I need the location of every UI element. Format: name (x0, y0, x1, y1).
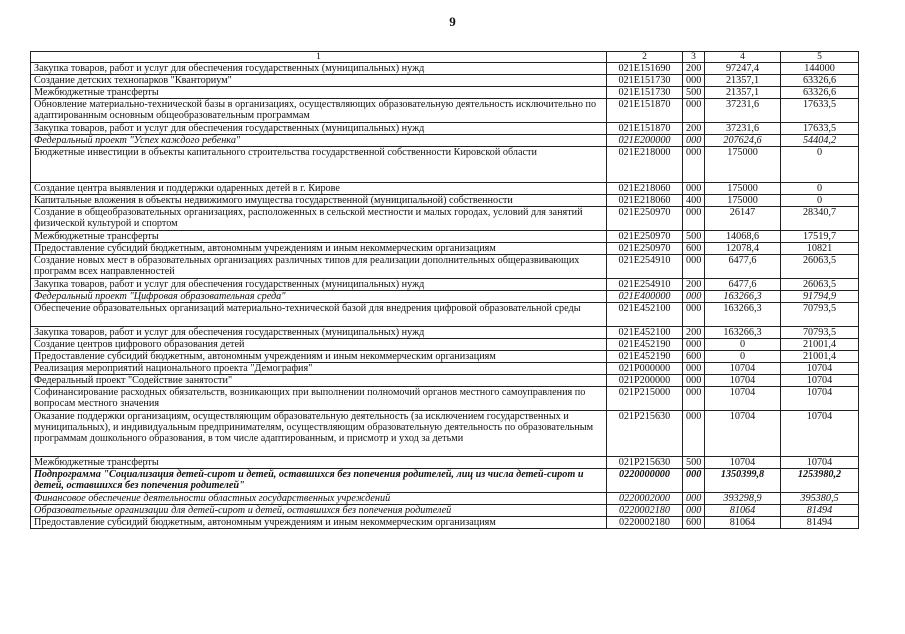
row-code-cell: 021E254910 (607, 279, 683, 291)
table-row (31, 517, 859, 529)
row-value-2020-cell: 395380,5 (781, 493, 859, 505)
row-type-cell: 000 (683, 75, 705, 87)
row-value-2020-cell: 10821 (781, 243, 859, 255)
row-value-2020-cell: 21001,4 (781, 339, 859, 351)
row-value-2020-cell: 28340,7 (781, 207, 859, 231)
row-code-cell: 0220002000 (607, 493, 683, 505)
row-name-cell: Межбюджетные трансферты (31, 87, 607, 99)
table-row (31, 183, 859, 195)
row-value-2019-cell: 14068,6 (705, 231, 781, 243)
row-name-cell: Обеспечение образовательных организаций материально-технической базой для внедрения цифровой образовательной среды (31, 303, 607, 327)
row-value-2019-cell: 81064 (705, 517, 781, 529)
row-name-cell: Софинансирование расходных обязательств, возникающих при выполнении полномочий органов местного самоуправления по вопросам местного значения (31, 387, 607, 411)
row-value-2020-cell: 17633,5 (781, 123, 859, 135)
row-type-cell: 000 (683, 147, 705, 183)
row-code-cell: 021E250970 (607, 231, 683, 243)
row-value-2019-cell: 6477,6 (705, 279, 781, 291)
table-row (31, 279, 859, 291)
table-row (31, 147, 859, 183)
row-value-2020-cell: 10704 (781, 457, 859, 469)
row-code-cell: 021E151870 (607, 123, 683, 135)
row-type-cell: 000 (683, 135, 705, 147)
table-row (31, 469, 859, 493)
row-value-2020-cell: 70793,5 (781, 303, 859, 327)
row-name-cell: Предоставление субсидий бюджетным, автономным учреждениям и иным некоммерческим организациям (31, 351, 607, 363)
table-row (31, 207, 859, 231)
row-name-cell: Создание детских технопарков "Кванториум" (31, 75, 607, 87)
row-code-cell: 0220002180 (607, 517, 683, 529)
row-name-cell: Бюджетные инвестиции в объекты капитального строительства государственной собственности Кировской области (31, 147, 607, 183)
row-type-cell: 600 (683, 351, 705, 363)
table-row (31, 339, 859, 351)
row-type-cell: 200 (683, 123, 705, 135)
row-value-2020-cell: 63326,6 (781, 87, 859, 99)
table-row (31, 195, 859, 207)
row-code-cell: 021P215630 (607, 457, 683, 469)
row-code-cell: 021E151730 (607, 75, 683, 87)
row-type-cell: 000 (683, 411, 705, 457)
row-value-2019-cell: 21357,1 (705, 75, 781, 87)
row-value-2019-cell: 81064 (705, 505, 781, 517)
row-value-2020-cell: 70793,5 (781, 327, 859, 339)
page-number: 9 (449, 14, 456, 29)
table-row (31, 243, 859, 255)
row-code-cell: 021E151690 (607, 63, 683, 75)
header-col-3: 3 (683, 52, 705, 63)
row-code-cell: 021E151870 (607, 99, 683, 123)
row-name-cell: Создание центров цифрового образования детей (31, 339, 607, 351)
table-row (31, 255, 859, 279)
row-code-cell: 021E452100 (607, 327, 683, 339)
row-name-cell: Закупка товаров, работ и услуг для обеспечения государственных (муниципальных) нужд (31, 63, 607, 75)
table-row (31, 231, 859, 243)
row-value-2020-cell: 144000 (781, 63, 859, 75)
row-value-2020-cell: 81494 (781, 517, 859, 529)
table-row (31, 375, 859, 387)
row-code-cell: 021E400000 (607, 291, 683, 303)
row-type-cell: 500 (683, 457, 705, 469)
row-name-cell: Капитальные вложения в объекты недвижимого имущества государственной (муниципальной) собственности (31, 195, 607, 207)
header-col-5: 5 (781, 52, 859, 63)
row-name-cell: Федеральный проект "Содействие занятости" (31, 375, 607, 387)
row-value-2019-cell: 163266,3 (705, 303, 781, 327)
table-row (31, 291, 859, 303)
row-name-cell: Обновление материально-технической базы в организациях, осуществляющих образовательную деятельность исключительно по адаптированным основным общеобразовательным программам (31, 99, 607, 123)
row-value-2020-cell: 21001,4 (781, 351, 859, 363)
table-row (31, 493, 859, 505)
row-value-2020-cell: 10704 (781, 411, 859, 457)
table-row (31, 303, 859, 327)
row-value-2019-cell: 37231,6 (705, 99, 781, 123)
row-type-cell: 000 (683, 493, 705, 505)
row-name-cell: Закупка товаров, работ и услуг для обеспечения государственных (муниципальных) нужд (31, 327, 607, 339)
row-type-cell: 600 (683, 243, 705, 255)
row-value-2019-cell: 207624,6 (705, 135, 781, 147)
row-value-2019-cell: 10704 (705, 411, 781, 457)
row-name-cell: Оказание поддержки организациям, осуществляющим образовательную деятельность (за исключением государственных и муниципальных), и индивидуальным предпринимателям, осуществляющим образовательную деятельность по образовательным программам дошкольного образования, в том числе адаптированным, и присмотр и уход за детьми (31, 411, 607, 457)
row-value-2019-cell: 10704 (705, 375, 781, 387)
row-name-cell: Федеральный проект "Успех каждого ребенка" (31, 135, 607, 147)
row-value-2019-cell: 10704 (705, 457, 781, 469)
row-value-2020-cell: 0 (781, 147, 859, 183)
row-value-2019-cell: 175000 (705, 183, 781, 195)
row-code-cell: 021E452190 (607, 339, 683, 351)
table-row (31, 123, 859, 135)
table-row (31, 327, 859, 339)
row-value-2020-cell: 63326,6 (781, 75, 859, 87)
table-row (31, 411, 859, 457)
row-value-2019-cell: 26147 (705, 207, 781, 231)
row-code-cell: 021E452100 (607, 303, 683, 327)
row-type-cell: 000 (683, 505, 705, 517)
row-value-2019-cell: 10704 (705, 363, 781, 375)
row-name-cell: Реализация мероприятий национального проекта "Демография" (31, 363, 607, 375)
row-type-cell: 000 (683, 99, 705, 123)
row-name-cell: Создание центра выявления и поддержки одаренных детей в г. Кирове (31, 183, 607, 195)
row-type-cell: 000 (683, 363, 705, 375)
row-name-cell: Образовательные организации для детей-сирот и детей, оставшихся без попечения родителей (31, 505, 607, 517)
row-code-cell: 0220000000 (607, 469, 683, 493)
row-value-2019-cell: 37231,6 (705, 123, 781, 135)
header-col-2: 2 (607, 52, 683, 63)
row-type-cell: 000 (683, 255, 705, 279)
row-value-2020-cell: 54404,2 (781, 135, 859, 147)
row-value-2020-cell: 81494 (781, 505, 859, 517)
row-name-cell: Создание в общеобразовательных организациях, расположенных в сельской местности и малых городах, условий для занятий физической культурой и спортом (31, 207, 607, 231)
row-code-cell: 021E218060 (607, 195, 683, 207)
table-row (31, 63, 859, 75)
row-type-cell: 000 (683, 339, 705, 351)
row-value-2019-cell: 0 (705, 351, 781, 363)
row-value-2019-cell: 97247,4 (705, 63, 781, 75)
row-value-2019-cell: 163266,3 (705, 291, 781, 303)
row-code-cell: 021E200000 (607, 135, 683, 147)
row-code-cell: 021E250970 (607, 207, 683, 231)
table-row (31, 99, 859, 123)
row-code-cell: 021P215630 (607, 411, 683, 457)
row-value-2019-cell: 10704 (705, 387, 781, 411)
row-code-cell: 021P000000 (607, 363, 683, 375)
row-value-2019-cell: 21357,1 (705, 87, 781, 99)
row-type-cell: 500 (683, 231, 705, 243)
row-name-cell: Федеральный проект "Цифровая образовательная среда" (31, 291, 607, 303)
row-code-cell: 021E452190 (607, 351, 683, 363)
row-type-cell: 400 (683, 195, 705, 207)
row-value-2020-cell: 26063,5 (781, 255, 859, 279)
row-value-2020-cell: 0 (781, 195, 859, 207)
row-code-cell: 021E218060 (607, 183, 683, 195)
row-value-2019-cell: 0 (705, 339, 781, 351)
row-name-cell: Создание новых мест в образовательных организациях различных типов для реализации дополнительных общеразвивающих программ всех направленностей (31, 255, 607, 279)
row-name-cell: Межбюджетные трансферты (31, 457, 607, 469)
row-value-2019-cell: 6477,6 (705, 255, 781, 279)
row-type-cell: 000 (683, 291, 705, 303)
row-value-2020-cell: 91794,9 (781, 291, 859, 303)
row-code-cell: 021E254910 (607, 255, 683, 279)
row-value-2019-cell: 175000 (705, 147, 781, 183)
row-name-cell: Подпрограмма "Социализация детей-сирот и детей, оставшихся без попечения родителей, лиц из числа детей-сирот и детей, оставшихся без попечения родителей" (31, 469, 607, 493)
row-value-2019-cell: 393298,9 (705, 493, 781, 505)
row-value-2020-cell: 0 (781, 183, 859, 195)
header-col-4: 4 (705, 52, 781, 63)
row-type-cell: 600 (683, 517, 705, 529)
row-type-cell: 000 (683, 303, 705, 327)
row-value-2020-cell: 10704 (781, 375, 859, 387)
row-value-2019-cell: 12078,4 (705, 243, 781, 255)
table-row (31, 351, 859, 363)
row-type-cell: 000 (683, 207, 705, 231)
row-name-cell: Закупка товаров, работ и услуг для обеспечения государственных (муниципальных) нужд (31, 123, 607, 135)
table-row (31, 135, 859, 147)
row-code-cell: 0220002180 (607, 505, 683, 517)
row-type-cell: 000 (683, 469, 705, 493)
row-type-cell: 500 (683, 87, 705, 99)
row-code-cell: 021P200000 (607, 375, 683, 387)
row-value-2019-cell: 163266,3 (705, 327, 781, 339)
row-name-cell: Межбюджетные трансферты (31, 231, 607, 243)
row-value-2020-cell: 10704 (781, 363, 859, 375)
row-code-cell: 021P215000 (607, 387, 683, 411)
budget-table (30, 51, 859, 529)
row-code-cell: 021E151730 (607, 87, 683, 99)
row-type-cell: 000 (683, 183, 705, 195)
row-value-2019-cell: 1350399,8 (705, 469, 781, 493)
table-row (31, 505, 859, 517)
row-code-cell: 021E250970 (607, 243, 683, 255)
row-name-cell: Предоставление субсидий бюджетным, автономным учреждениям и иным некоммерческим организациям (31, 517, 607, 529)
header-col-1: 1 (31, 52, 607, 63)
row-value-2020-cell: 1253980,2 (781, 469, 859, 493)
row-type-cell: 200 (683, 279, 705, 291)
table-row (31, 457, 859, 469)
row-value-2019-cell: 175000 (705, 195, 781, 207)
row-type-cell: 000 (683, 375, 705, 387)
row-type-cell: 200 (683, 63, 705, 75)
row-code-cell: 021E218000 (607, 147, 683, 183)
table-row (31, 387, 859, 411)
row-value-2020-cell: 26063,5 (781, 279, 859, 291)
table-row (31, 75, 859, 87)
row-value-2020-cell: 17633,5 (781, 99, 859, 123)
row-type-cell: 000 (683, 387, 705, 411)
table-header (31, 52, 859, 63)
table-row (31, 87, 859, 99)
table-row (31, 363, 859, 375)
row-type-cell: 200 (683, 327, 705, 339)
table-body (31, 63, 859, 529)
row-value-2020-cell: 10704 (781, 387, 859, 411)
row-name-cell: Финансовое обеспечение деятельности областных государственных учреждений (31, 493, 607, 505)
row-name-cell: Закупка товаров, работ и услуг для обеспечения государственных (муниципальных) нужд (31, 279, 607, 291)
row-value-2020-cell: 17519,7 (781, 231, 859, 243)
row-name-cell: Предоставление субсидий бюджетным, автономным учреждениям и иным некоммерческим организациям (31, 243, 607, 255)
